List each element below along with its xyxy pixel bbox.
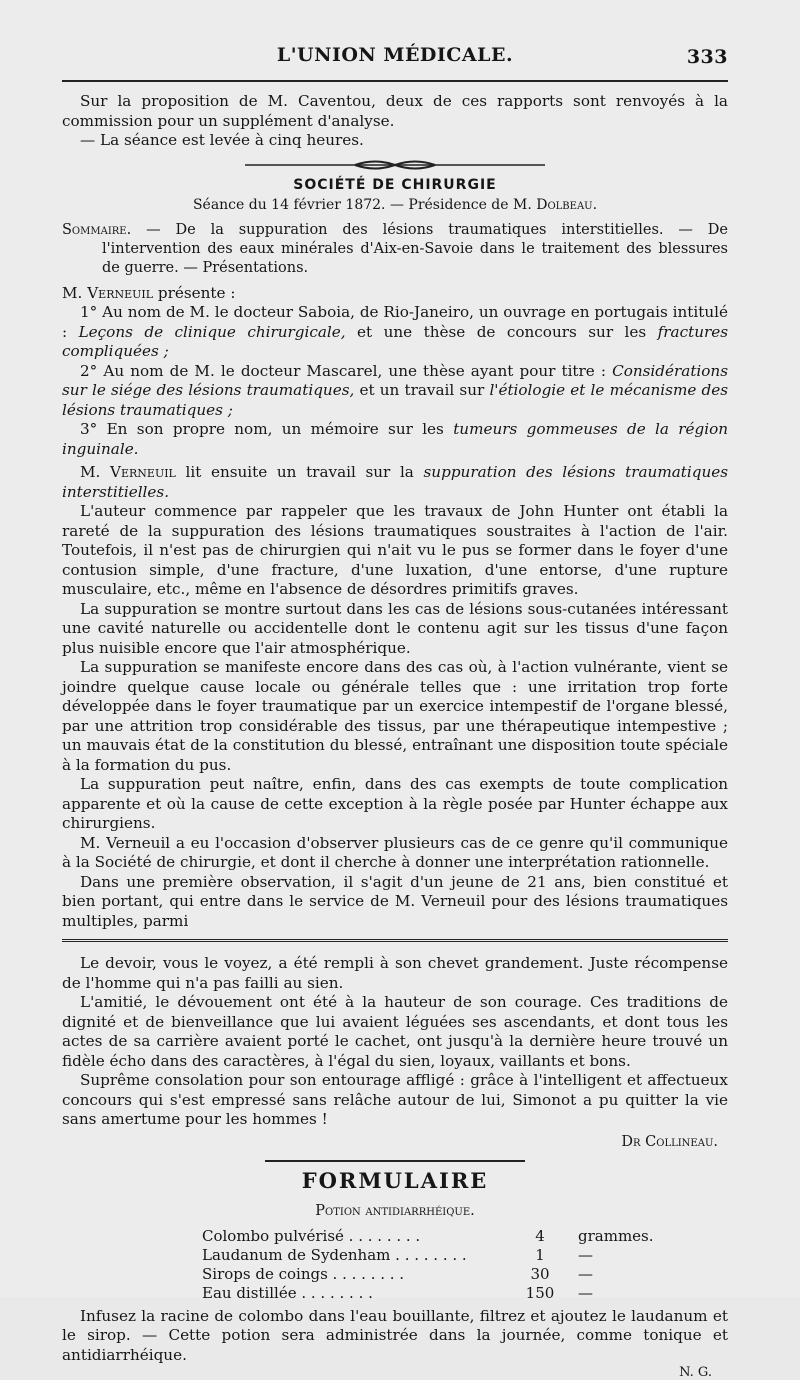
item2-text-b: et un travail sur — [359, 381, 485, 399]
presente-suffix: présente : — [157, 283, 236, 302]
session-line — [62, 197, 728, 213]
presentation-item-2 — [62, 362, 728, 421]
ingredient-name: Eau distillée . . . . . . . . — [202, 1283, 373, 1302]
necrology-paragraph: Suprême consolation pour son entourage affligé : grâce à l'intelligent et affectueux concours qui s'est empressé sans relâche autour de lui, Simonot a pu quitter la vie sans amertume pour les hommes ! — [62, 1071, 728, 1128]
intro-paragraph: Sur la proposition de M. Caventou, deux de ces rapports sont renvoyés à la commission pour un supplément d'analyse. — [62, 92, 728, 130]
ingredient-unit: grammes. — [578, 1226, 654, 1245]
recipe-table — [198, 1227, 672, 1303]
signature: Dr Collineau. — [621, 1133, 718, 1150]
body-paragraph: La suppuration se montre surtout dans les cas de lésions sous-cutanées intéressant une cavité naturelle ou accidentelle dont le contenu agit sur les tissus d'une façon plus nuisible encore que l'air atmosphérique. — [62, 599, 728, 657]
body-paragraph: La suppuration peut naître, enfin, dans des cas exempts de toute complication apparente et où la cause de cette exception à la règle posée par Hunter échappe aux chirurgiens. — [62, 775, 728, 832]
item2-title-b: l'étiologie et le mécanisme des lésions traumatiques ; — [62, 381, 729, 419]
lecture-title: suppuration des lésions traumatiques interstitielles. — [62, 463, 729, 501]
ingredient-quantity: 4 — [535, 1226, 545, 1245]
necrology-paragraph: L'amitié, le dévouement ont été à la hauteur de son courage. Ces traditions de dignité et de bienveillance que lui avaient léguées ses ascendants, et dont tous les actes de sa carrière avaient porté le cachet, ont jusqu'à la dernière heure trouvé un fidèle écho dans des caractères, à l'égal du sien, loyaux, vaillants et bons. — [62, 993, 728, 1070]
ornament-flourish-icon — [245, 158, 545, 172]
ingredient-name: Sirops de coings . . . . . . . . — [202, 1264, 405, 1283]
sommaire — [62, 221, 728, 278]
item3-text: 3° En son propre nom, un mémoire sur les — [80, 420, 444, 438]
section-divider — [62, 939, 728, 942]
lecturer-name: M. Verneuil — [80, 463, 176, 481]
item3-title: tumeurs gommeuses de la région inguinale. — [62, 420, 729, 458]
section-title-societe: SOCIÉTÉ DE CHIRURGIE — [293, 176, 497, 193]
page-number: 333 — [686, 46, 728, 68]
header-rule — [62, 80, 728, 82]
body-paragraph: Dans une première observation, il s'agit d'un jeune de 21 ans, bien constitué et bien portant, qui entre dans le service de M. Verneuil pour des lésions traumatiques multiples, parmi — [62, 872, 728, 930]
ornament-divider — [62, 157, 728, 171]
lecture-intro — [62, 463, 728, 502]
ingredient-row — [198, 1265, 672, 1284]
presentation-item-1 — [62, 303, 728, 362]
short-rule — [265, 1160, 525, 1162]
intro-paragraph: — La séance est levée à cinq heures. — [80, 131, 364, 149]
sommaire-text: — De la suppuration des lésions traumatiques interstitielles. — De l'intervention des eaux minérales d'Aix-en-Savoie dans le traitement des blessures de guerre. — Présentations. — [102, 221, 728, 276]
author-initials: N. G. — [679, 1365, 712, 1380]
item1-text-b: et une thèse de concours sur les — [357, 322, 647, 341]
ingredient-quantity: 30 — [530, 1264, 550, 1283]
ingredient-name: Colombo pulvérisé . . . . . . . . — [202, 1226, 421, 1245]
body-paragraph: La suppuration se manifeste encore dans des cas où, à l'action vulnérante, vient se joindre quelque cause locale ou générale telles que : une irritation trop forte développée dans le foyer traumatique par un exercice intempestif de l'organe blessé, par une attrition trop considérable des tissus, par une thérapeutique intempestive ; un mauvais état de la constitution du blessé, entraînant une disposition toute spéciale à la formation du pus. — [62, 658, 728, 774]
ingredient-row — [198, 1246, 672, 1265]
potion-title: Potion antidiarrhéique. — [315, 1202, 475, 1219]
body-paragraph: M. Verneuil a eu l'occasion d'observer plusieurs cas de ce genre qu'il communique à la Société de chirurgie, et dont il cherche à donner une interprétation rationnelle. — [62, 833, 728, 871]
recipe-instructions: Infusez la racine de colombo dans l'eau bouillante, filtrez et ajoutez le laudanum et le sirop. — Cette potion sera administrée dans la journée, comme tonique et antidiarrhéique. — [62, 1306, 728, 1364]
ingredient-unit: — — [578, 1264, 593, 1283]
item2-text: 2° Au nom de M. le docteur Mascarel, une thèse ayant pour titre : — [80, 361, 606, 380]
item1-text: 1° Au nom de M. le docteur Saboia, de Rio-Janeiro, un ouvrage en portugais intitulé : — [62, 303, 728, 341]
page-header — [62, 44, 728, 74]
item1-title-b: fractures compliquées ; — [62, 322, 729, 360]
item2-title: Considérations sur le siége des lésions traumatiques, — [62, 361, 728, 399]
formulaire-title: FORMULAIRE — [301, 1167, 489, 1193]
sommaire-label: Sommaire. — [62, 221, 132, 238]
presenter-name: M. Verneuil — [62, 283, 154, 302]
lecture-text: lit ensuite un travail sur la — [185, 463, 414, 481]
presente-line — [62, 284, 728, 304]
presentation-item-3 — [62, 420, 728, 459]
ingredient-quantity: 150 — [525, 1283, 555, 1302]
ingredient-row — [198, 1227, 672, 1246]
ingredient-name: Laudanum de Sydenham . . . . . . . . — [202, 1245, 467, 1264]
necrology-paragraph: Le devoir, vous le voyez, a été rempli à son chevet grandement. Juste récompense de l'homme qui n'a pas failli au sien. — [62, 954, 728, 992]
ingredient-unit: — — [578, 1283, 593, 1302]
session-president: Dolbeau. — [536, 196, 598, 213]
ingredient-row — [198, 1284, 672, 1303]
item1-title: Leçons de clinique chirurgicale, — [78, 322, 346, 341]
session-date: Séance du 14 février 1872. — Présidence de M. — [192, 196, 532, 213]
body-paragraph: L'auteur commence par rappeler que les travaux de John Hunter ont établi la rareté de la suppuration des lésions traumatiques soustraites à l'action de l'air. Toutefois, il n'est pas de chirurgien qui n'ait vu le pus se former dans le foyer d'une contusion simple, d'une fracture, d'une luxation, d'une entorse, d'une rupture musculaire, etc., même en l'absence de désordres primitifs graves. — [62, 502, 728, 598]
running-title: L'UNION MÉDICALE. — [276, 44, 514, 66]
ingredient-quantity: 1 — [535, 1245, 545, 1264]
ingredient-unit: — — [578, 1245, 593, 1264]
